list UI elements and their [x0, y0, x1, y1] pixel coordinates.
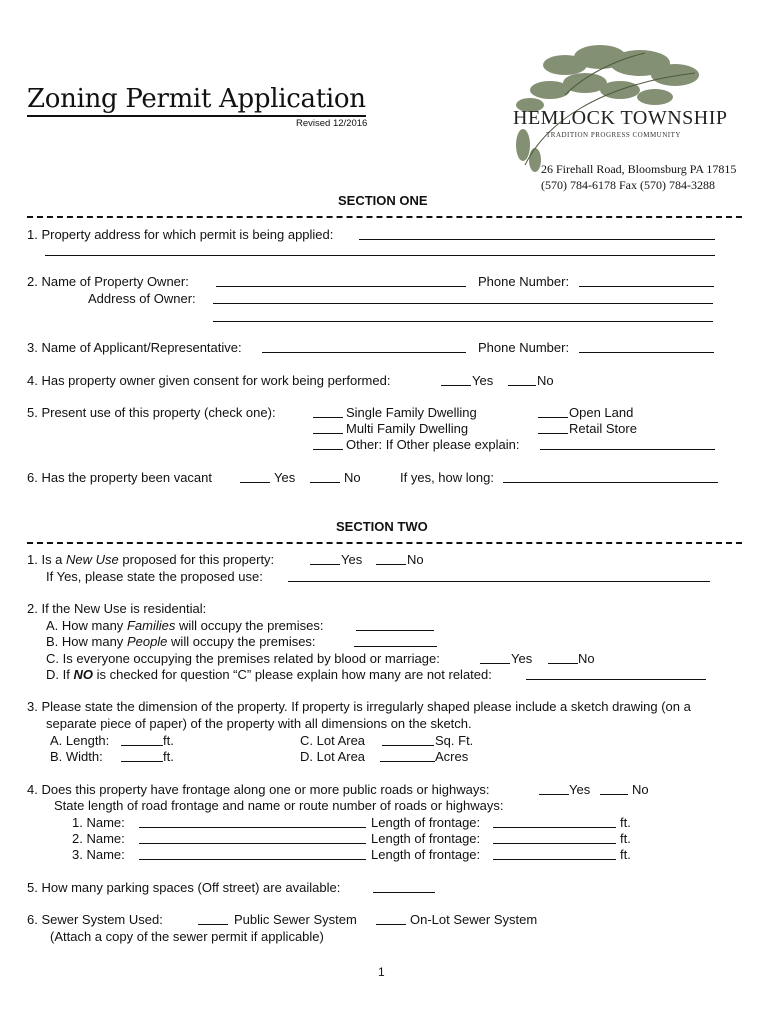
road3-length-label: Length of frontage:: [371, 847, 481, 862]
width-field[interactable]: [121, 750, 163, 762]
lot-area-sqft-label: C. Lot Area: [300, 733, 366, 748]
road2-length-field[interactable]: [493, 832, 616, 844]
length-field[interactable]: [121, 734, 163, 746]
new-use-no-label: No: [407, 552, 424, 567]
road3-name-label: 3. Name:: [72, 847, 125, 862]
s2-q3-line2: separate piece of paper) of the property with all dimensions on the sketch.: [46, 716, 472, 731]
q2-address-label: Address of Owner:: [88, 291, 196, 306]
people-label: B. How many People will occupy the premises:: [46, 634, 316, 649]
road2-name-field[interactable]: [139, 832, 366, 844]
applicant-phone-field[interactable]: [579, 341, 714, 353]
org-name: HEMLOCK TOWNSHIP: [513, 107, 728, 129]
owner-phone-field[interactable]: [579, 275, 714, 287]
frontage-state-label: State length of road frontage and name or route number of roads or highways:: [54, 798, 504, 813]
road1-length-label: Length of frontage:: [371, 815, 481, 830]
road1-unit: ft.: [620, 815, 631, 830]
onlot-sewer-label: On-Lot Sewer System: [410, 912, 538, 927]
public-sewer-blank[interactable]: [198, 913, 228, 925]
families-label: A. How many Families will occupy the premises:: [46, 618, 324, 633]
not-related-field[interactable]: [526, 668, 706, 680]
road3-length-field[interactable]: [493, 848, 616, 860]
vacant-no-blank[interactable]: [310, 471, 340, 483]
page-number: 1: [378, 965, 385, 979]
open-land-label: Open Land: [569, 405, 634, 420]
q3-phone-label: Phone Number:: [478, 340, 570, 355]
q3-applicant-label: 3. Name of Applicant/Representative:: [27, 340, 242, 355]
lot-area-acres-label: D. Lot Area: [300, 749, 366, 764]
width-unit: ft.: [163, 749, 174, 764]
owner-address-field-2[interactable]: [213, 310, 713, 322]
road1-name-label: 1. Name:: [72, 815, 125, 830]
related-no-blank[interactable]: [548, 652, 578, 664]
new-use-no-blank[interactable]: [376, 553, 406, 565]
s2-q6-sewer-label: 6. Sewer System Used:: [27, 912, 163, 927]
parking-spaces-field[interactable]: [373, 881, 435, 893]
q2-owner-label: 2. Name of Property Owner:: [27, 274, 189, 289]
frontage-yes-label: Yes: [569, 782, 591, 797]
single-family-label: Single Family Dwelling: [346, 405, 477, 420]
multi-family-blank[interactable]: [313, 422, 343, 434]
property-address-field[interactable]: [359, 228, 715, 240]
frontage-yes-blank[interactable]: [539, 783, 569, 795]
new-use-yes-blank[interactable]: [310, 553, 340, 565]
consent-no-label: No: [537, 373, 554, 388]
other-use-label: Other: If Other please explain:: [346, 437, 520, 452]
retail-store-label: Retail Store: [569, 421, 637, 436]
proposed-use-field[interactable]: [288, 570, 710, 582]
property-address-field-2[interactable]: [45, 244, 715, 256]
q2-phone-label: Phone Number:: [478, 274, 570, 289]
length-unit: ft.: [163, 733, 174, 748]
q1-label: 1. Property address for which permit is being applied:: [27, 227, 334, 242]
related-no-label: No: [578, 651, 595, 666]
consent-no-blank[interactable]: [508, 374, 536, 386]
families-field[interactable]: [356, 619, 434, 631]
q6-vacant-label: 6. Has the property been vacant: [27, 470, 213, 485]
length-label: A. Length:: [50, 733, 110, 748]
other-use-explain-field[interactable]: [540, 438, 715, 450]
s2-q3-line1: 3. Please state the dimension of the property. If property is irregularly shaped please include a sketch drawing (on a: [27, 699, 691, 714]
s2-q2-label: 2. If the New Use is residential:: [27, 601, 207, 616]
page-title: Zoning Permit Application: [27, 84, 366, 117]
s2-q4-label: 4. Does this property have frontage along one or more public roads or highways:: [27, 782, 490, 797]
multi-family-label: Multi Family Dwelling: [346, 421, 469, 436]
vacant-yes-blank[interactable]: [240, 471, 270, 483]
consent-yes-blank[interactable]: [441, 374, 471, 386]
people-field[interactable]: [354, 635, 437, 647]
consent-yes-label: Yes: [472, 373, 494, 388]
retail-store-blank[interactable]: [538, 422, 568, 434]
new-use-yes-label: Yes: [341, 552, 363, 567]
org-tagline: TRADITION PROGRESS COMMUNITY: [546, 131, 681, 139]
owner-name-field[interactable]: [216, 275, 466, 287]
road2-name-label: 2. Name:: [72, 831, 125, 846]
lot-area-sqft-unit: Sq. Ft.: [435, 733, 474, 748]
lot-area-acres-unit: Acres: [435, 749, 469, 764]
s2-q5-parking-label: 5. How many parking spaces (Off street) are available:: [27, 880, 341, 895]
org-phone-fax: (570) 784-6178 Fax (570) 784-3288: [541, 178, 715, 192]
applicant-name-field[interactable]: [262, 341, 466, 353]
road1-name-field[interactable]: [139, 816, 366, 828]
vacant-how-long-label: If yes, how long:: [400, 470, 494, 485]
road1-length-field[interactable]: [493, 816, 616, 828]
org-address: 26 Firehall Road, Bloomsburg PA 17815: [541, 162, 737, 176]
width-label: B. Width:: [50, 749, 103, 764]
section-divider: [27, 542, 742, 544]
road3-unit: ft.: [620, 847, 631, 862]
road3-name-field[interactable]: [139, 848, 366, 860]
frontage-no-blank[interactable]: [600, 783, 628, 795]
q5-present-use-label: 5. Present use of this property (check one):: [27, 405, 276, 420]
related-yes-label: Yes: [511, 651, 533, 666]
open-land-blank[interactable]: [538, 406, 568, 418]
owner-address-field[interactable]: [213, 292, 713, 304]
hemlock-branch-logo: [505, 35, 745, 175]
revised-date: Revised 12/2016: [296, 118, 368, 129]
sewer-permit-note: (Attach a copy of the sewer permit if applicable): [50, 929, 324, 944]
section-divider: [27, 216, 742, 218]
frontage-no-label: No: [632, 782, 649, 797]
other-use-blank[interactable]: [313, 438, 343, 450]
public-sewer-label: Public Sewer System: [234, 912, 357, 927]
s2-q1-label: 1. Is a New Use proposed for this property:: [27, 552, 275, 567]
vacant-no-label: No: [344, 470, 361, 485]
section-one-heading: SECTION ONE: [338, 193, 428, 208]
lot-area-acres-field[interactable]: [380, 750, 435, 762]
section-two-heading: SECTION TWO: [336, 519, 428, 534]
road2-unit: ft.: [620, 831, 631, 846]
not-related-label: D. If NO is checked for question “C” please explain how many are not related:: [46, 667, 492, 682]
lot-area-sqft-field[interactable]: [382, 734, 434, 746]
q4-consent-label: 4. Has property owner given consent for work being performed:: [27, 373, 391, 388]
road2-length-label: Length of frontage:: [371, 831, 481, 846]
onlot-sewer-blank[interactable]: [376, 913, 406, 925]
related-label: C. Is everyone occupying the premises related by blood or marriage:: [46, 651, 440, 666]
vacant-how-long-field[interactable]: [503, 471, 718, 483]
related-yes-blank[interactable]: [480, 652, 510, 664]
single-family-blank[interactable]: [313, 406, 343, 418]
vacant-yes-label: Yes: [274, 470, 296, 485]
proposed-use-label: If Yes, please state the proposed use:: [46, 569, 263, 584]
